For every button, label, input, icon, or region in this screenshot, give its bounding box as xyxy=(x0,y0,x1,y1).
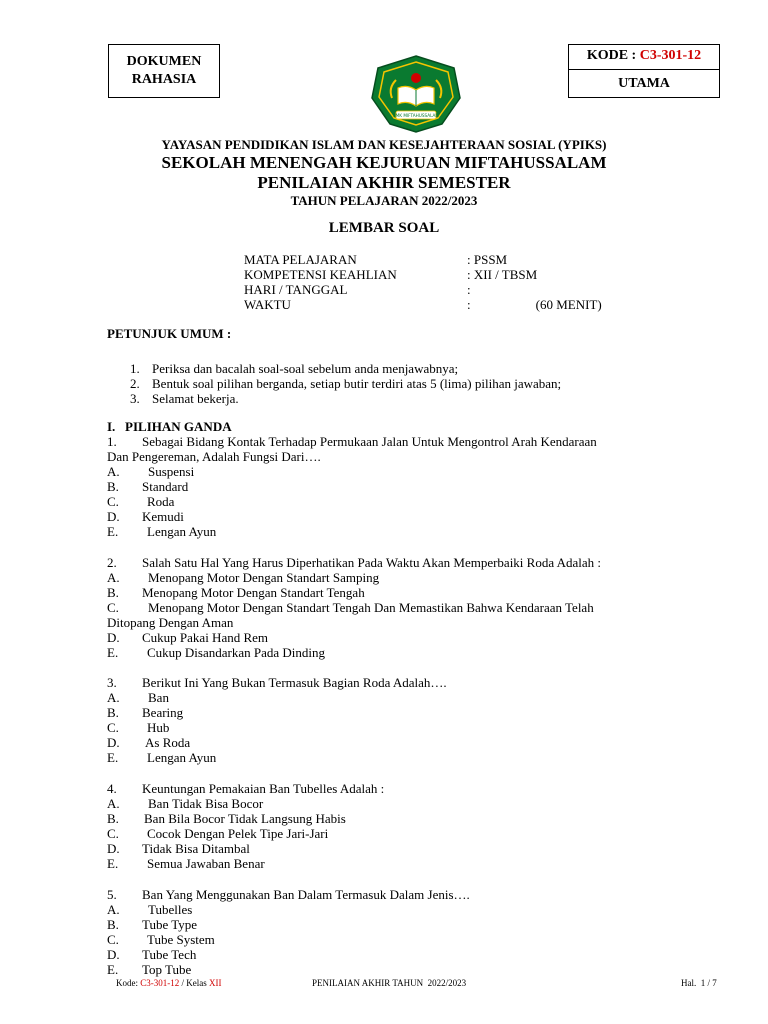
option-item: E. Lengan Ayun xyxy=(107,524,217,539)
option-item: A. Ban Tidak Bisa Bocor xyxy=(107,796,264,811)
info-value: : PSSM xyxy=(467,252,508,267)
question-text: Sebagai Bidang Kontak Terhadap Permukaan Jalan Untuk Mengontrol Arah Kendaraan xyxy=(142,434,597,449)
option-item: B. Bearing xyxy=(107,705,184,720)
code-label: KODE : xyxy=(586,48,637,63)
option-item: C. Tube System xyxy=(107,932,215,947)
question-3 xyxy=(107,675,707,765)
question-number: 2. xyxy=(107,555,117,570)
footer-code-label: Kode: xyxy=(116,978,138,988)
option-item: D. As Roda xyxy=(107,735,191,750)
footer-title: PENILAIAN AKHIR TAHUN 2022/2023 xyxy=(312,978,467,988)
option-continuation: Ditopang Dengan Aman xyxy=(107,615,234,630)
info-value: : xyxy=(467,282,471,297)
sheet-title: LEMBAR SOAL xyxy=(328,220,440,236)
code-value: C3-301-12 xyxy=(639,48,702,63)
code-row xyxy=(569,45,719,69)
question-2 xyxy=(107,555,707,660)
question-text: Keuntungan Pemakaian Ban Tubelles Adalah : xyxy=(142,781,385,796)
info-label: KOMPETENSI KEAHLIAN xyxy=(244,267,397,282)
question-text: Dan Pengereman, Adalah Fungsi Dari…. xyxy=(107,449,321,464)
school-name: SEKOLAH MENENGAH KEJURUAN MIFTAHUSSALAM xyxy=(161,153,607,172)
academic-year: TAHUN PELAJARAN 2022/2023 xyxy=(290,193,478,208)
instruction-item: 1. Periksa dan bacalah soal-soal sebelum anda menjawabnya; xyxy=(130,361,459,376)
instruction-item: 3. Selamat bekerja. xyxy=(130,391,239,406)
exam-name: PENILAIAN AKHIR SEMESTER xyxy=(257,173,511,192)
info-label: HARI / TANGGAL xyxy=(244,282,348,297)
question-text: Berikut Ini Yang Bukan Termasuk Bagian Roda Adalah…. xyxy=(142,675,447,690)
page-number: Hal. 1 / 7 xyxy=(681,978,717,988)
instruction-item: 2. Bentuk soal pilihan berganda, setiap butir terdiri atas 5 (lima) pilihan jawaban; xyxy=(130,376,562,391)
footer-code xyxy=(116,978,222,989)
question-number: 4. xyxy=(107,781,117,796)
footer-class-value: XII xyxy=(209,978,222,988)
footer-code-value: C3-301-12 xyxy=(140,978,180,988)
instructions-list xyxy=(130,361,730,406)
option-item: A. Ban xyxy=(107,690,169,705)
exam-info-table xyxy=(0,252,768,312)
option-item: D. Kemudi xyxy=(107,509,184,524)
option-item: E. Lengan Ayun xyxy=(107,750,217,765)
question-5 xyxy=(107,887,707,977)
option-item: E. Top Tube xyxy=(107,962,192,977)
question-4 xyxy=(107,781,707,871)
option-item: C. Roda xyxy=(107,494,175,509)
document-type: UTAMA xyxy=(569,69,719,99)
option-item: A. Menopang Motor Dengan Standart Samping xyxy=(107,570,380,585)
option-item: B. Menopang Motor Dengan Standart Tengah xyxy=(107,585,365,600)
instructions-title: PETUNJUK UMUM : xyxy=(107,326,232,341)
question-number: 3. xyxy=(107,675,117,690)
info-value: : XII / TBSM xyxy=(467,267,538,282)
option-item: B. Ban Bila Bocor Tidak Langsung Habis xyxy=(107,811,346,826)
school-logo xyxy=(370,54,462,134)
info-value: : (60 MENIT) xyxy=(467,297,602,312)
option-item: C. Hub xyxy=(107,720,170,735)
logo-ribbon-text: SMK MIFTAHUSSALAM xyxy=(392,113,440,118)
footer-class-label: / Kelas xyxy=(181,978,207,988)
option-item: E. Cukup Disandarkan Pada Dinding xyxy=(107,645,326,660)
info-label: WAKTU xyxy=(244,297,291,312)
code-box xyxy=(568,44,720,98)
option-item: D. Tidak Bisa Ditambal xyxy=(107,841,250,856)
foundation-name: YAYASAN PENDIDIKAN ISLAM DAN KESEJAHTERAAN SOSIAL (YPIKS) xyxy=(161,137,607,152)
question-number: 1. xyxy=(107,434,117,449)
option-item: A. Suspensi xyxy=(107,464,195,479)
option-item: C. Menopang Motor Dengan Standart Tengah Dan Memastikan Bahwa Kendaraan Telah xyxy=(107,600,594,615)
option-item: C. Cocok Dengan Pelek Tipe Jari-Jari xyxy=(107,826,329,841)
question-text: Ban Yang Menggunakan Ban Dalam Termasuk Dalam Jenis…. xyxy=(142,887,470,902)
option-item: D. Cukup Pakai Hand Rem xyxy=(107,630,269,645)
option-item: D. Tube Tech xyxy=(107,947,197,962)
option-item: B. Tube Type xyxy=(107,917,198,932)
section-title: I. PILIHAN GANDA xyxy=(107,419,232,434)
info-label: MATA PELAJARAN xyxy=(244,252,357,267)
confidential-line-1: DOKUMEN xyxy=(126,54,202,69)
option-item: E. Semua Jawaban Benar xyxy=(107,856,265,871)
question-text: Salah Satu Hal Yang Harus Diperhatikan Pada Waktu Akan Memperbaiki Roda Adalah : xyxy=(142,555,602,570)
confidential-line-2: RAHASIA xyxy=(131,72,197,87)
option-item: A. Tubelles xyxy=(107,902,193,917)
question-1 xyxy=(107,434,707,539)
option-item: B. Standard xyxy=(107,479,189,494)
document-confidential-box xyxy=(108,44,220,98)
question-number: 5. xyxy=(107,887,117,902)
